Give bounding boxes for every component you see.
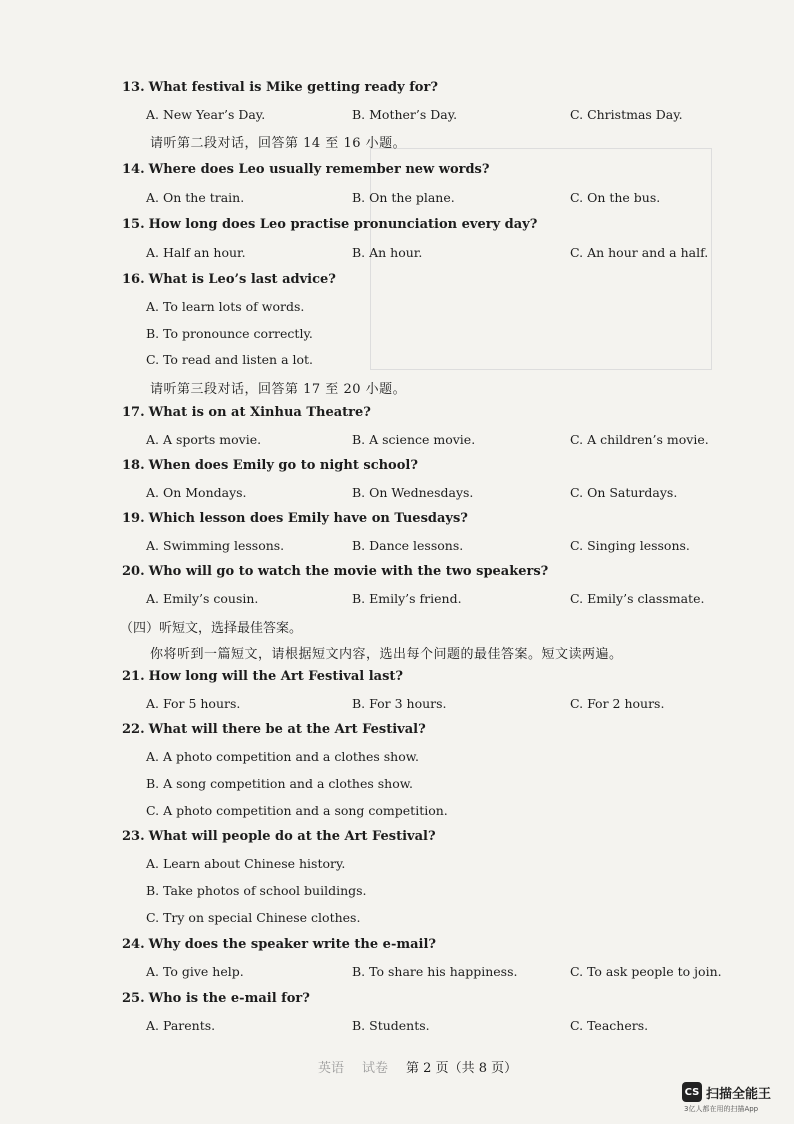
option-b: B. On Wednesdays.	[352, 485, 474, 500]
watermark-app-name: 扫描全能王	[706, 1086, 772, 1102]
question-19	[122, 511, 468, 526]
question-text: What is Leo’s last advice?	[148, 272, 336, 287]
footer-subject: 英语	[318, 1061, 345, 1076]
option-a: A. To give help.	[146, 964, 244, 979]
option-b: B. Take photos of school buildings.	[146, 883, 367, 898]
option-c: C. An hour and a half.	[570, 245, 709, 260]
question-17	[122, 405, 371, 420]
option-b: B. Mother’s Day.	[352, 107, 458, 122]
option-c: C. A photo competition and a song competition.	[146, 803, 448, 818]
question-number: 21.	[122, 669, 145, 684]
option-a: A. Emily’s cousin.	[146, 591, 259, 606]
option-b: B. Students.	[352, 1018, 430, 1033]
option-b: B. An hour.	[352, 245, 423, 260]
question-22	[122, 722, 426, 737]
option-b: B. Emily’s friend.	[352, 591, 462, 606]
question-number: 15.	[122, 217, 145, 232]
question-text: Who is the e-mail for?	[148, 991, 310, 1006]
question-number: 23.	[122, 829, 145, 844]
option-b: B. A song competition and a clothes show.	[146, 776, 413, 791]
page-footer	[318, 1057, 517, 1076]
question-text: Who will go to watch the movie with the two speakers?	[148, 564, 549, 579]
question-15	[122, 217, 537, 232]
question-number: 20.	[122, 564, 145, 579]
question-text: What will there be at the Art Festival?	[148, 722, 426, 737]
option-c: C. A children’s movie.	[570, 432, 709, 447]
option-b: B. To share his happiness.	[352, 964, 518, 979]
option-b: B. A science movie.	[352, 432, 476, 447]
page-number: 第 2 页（共 8 页）	[406, 1061, 518, 1076]
option-a: A. A sports movie.	[146, 432, 262, 447]
question-number: 14.	[122, 162, 145, 177]
instruction-dialog-3: 请听第三段对话，回答第 17 至 20 小题。	[150, 382, 407, 397]
question-text: How long will the Art Festival last?	[148, 669, 404, 684]
question-20	[122, 564, 548, 579]
option-c: C. Emily’s classmate.	[570, 591, 705, 606]
question-text: Where does Leo usually remember new words?	[148, 162, 490, 177]
option-c: C. For 2 hours.	[570, 696, 665, 711]
option-c: C. On the bus.	[570, 190, 661, 205]
option-b: B. For 3 hours.	[352, 696, 447, 711]
question-text: What will people do at the Art Festival?	[148, 829, 436, 844]
option-c: C. Singing lessons.	[570, 538, 690, 553]
option-a: A. On Mondays.	[146, 485, 247, 500]
option-a: A. For 5 hours.	[146, 696, 241, 711]
question-number: 16.	[122, 272, 145, 287]
option-c: C. On Saturdays.	[570, 485, 678, 500]
question-14	[122, 162, 490, 177]
instruction-dialog-2: 请听第二段对话，回答第 14 至 16 小题。	[150, 136, 407, 151]
option-a: A. Swimming lessons.	[146, 538, 285, 553]
question-18	[122, 458, 418, 473]
question-text: What is on at Xinhua Theatre?	[148, 405, 371, 420]
question-number: 17.	[122, 405, 145, 420]
question-23	[122, 829, 436, 844]
question-text: When does Emily go to night school?	[148, 458, 418, 473]
option-a: A. New Year’s Day.	[146, 107, 266, 122]
option-b: B. To pronounce correctly.	[146, 326, 313, 341]
question-number: 25.	[122, 991, 145, 1006]
option-c: C. Teachers.	[570, 1018, 649, 1033]
option-c: C. Try on special Chinese clothes.	[146, 910, 361, 925]
watermark-tagline: 3亿人都在用的扫描App	[684, 1105, 759, 1113]
question-number: 18.	[122, 458, 145, 473]
option-a: A. To learn lots of words.	[146, 299, 305, 314]
question-text: How long does Leo practise pronunciation every day?	[148, 217, 538, 232]
question-number: 24.	[122, 937, 145, 952]
camscanner-logo-icon: CS	[682, 1082, 702, 1102]
option-b: B. Dance lessons.	[352, 538, 464, 553]
section-4-title: （四）听短文，选择最佳答案。	[120, 621, 303, 636]
option-a: A. Parents.	[146, 1018, 216, 1033]
option-c: C. To ask people to join.	[570, 964, 722, 979]
section-4-instruction: 你将听到一篇短文，请根据短文内容，选出每个问题的最佳答案。短文读两遍。	[150, 647, 623, 662]
question-13	[122, 80, 438, 95]
question-21	[122, 669, 403, 684]
question-25	[122, 991, 310, 1006]
footer-paper: 试卷	[362, 1061, 389, 1076]
option-a: A. Learn about Chinese history.	[146, 856, 346, 871]
question-number: 13.	[122, 80, 145, 95]
option-b: B. On the plane.	[352, 190, 455, 205]
option-a: A. On the train.	[146, 190, 245, 205]
scanner-watermark	[682, 1082, 771, 1102]
question-text: Why does the speaker write the e-mail?	[148, 937, 437, 952]
question-number: 19.	[122, 511, 145, 526]
option-c: C. To read and listen a lot.	[146, 352, 314, 367]
question-text: Which lesson does Emily have on Tuesdays?	[148, 511, 468, 526]
option-a: A. A photo competition and a clothes show.	[146, 749, 419, 764]
option-c: C. Christmas Day.	[570, 107, 683, 122]
question-text: What festival is Mike getting ready for?	[148, 80, 438, 95]
question-16	[122, 272, 336, 287]
question-24	[122, 937, 436, 952]
option-a: A. Half an hour.	[146, 245, 246, 260]
question-number: 22.	[122, 722, 145, 737]
